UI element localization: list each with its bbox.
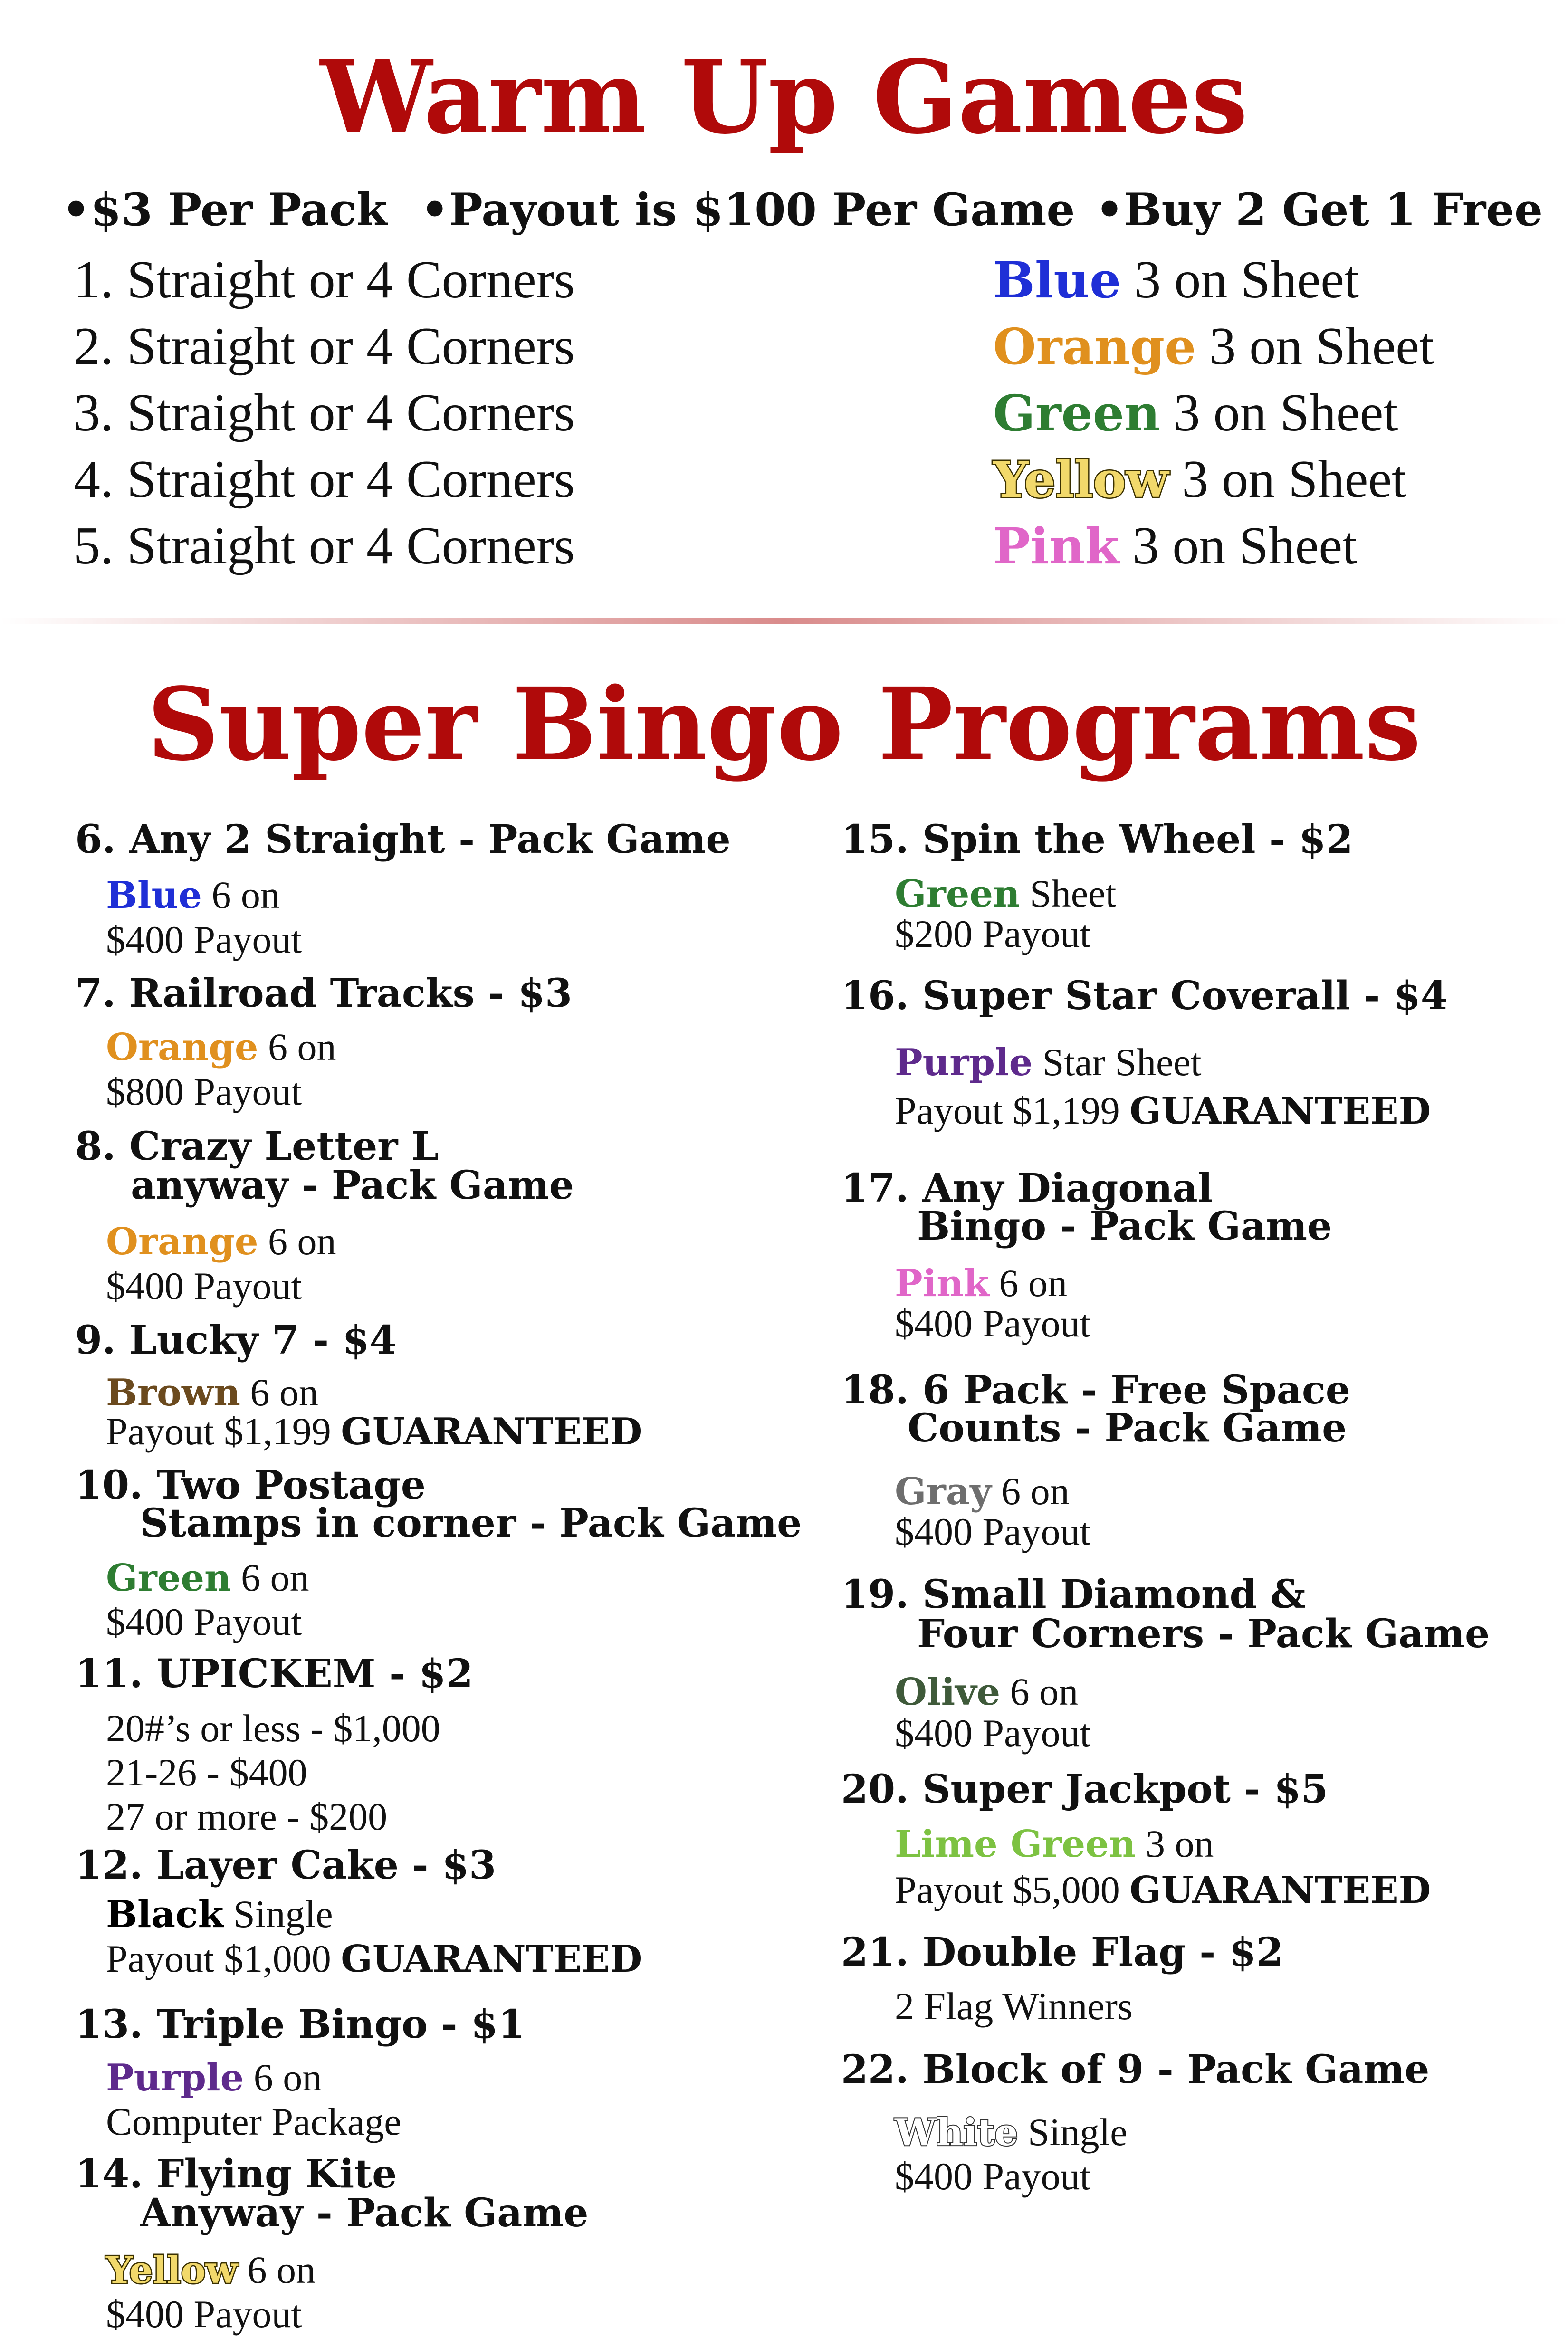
game-13-title: 13. Triple Bingo - $1 — [75, 2002, 526, 2047]
game-6-card — [106, 873, 280, 917]
game-11-title: 11. UPICKEM - $2 — [75, 1651, 473, 1697]
game-17-payout: $400 Payout — [895, 1302, 1091, 1345]
buy-2-get-1-free: •Buy 2 Get 1 Free — [1095, 184, 1543, 236]
game-22-card — [895, 2110, 1128, 2154]
warm-color-4-word: Yellow — [993, 450, 1169, 509]
game-12-payout — [106, 1937, 642, 1981]
super-bingo-title: Super Bingo Programs — [147, 666, 1421, 783]
game-13-color: Purple — [106, 2056, 244, 2100]
game-13-cards: 6 on — [253, 2056, 322, 2099]
game-17-title-line2: Bingo - Pack Game — [917, 1203, 1332, 1249]
game-14-cards: 6 on — [247, 2248, 316, 2291]
game-17-card — [895, 1261, 1068, 1305]
game-18-title-line2: Counts - Pack Game — [908, 1405, 1347, 1451]
game-13-card — [106, 2056, 322, 2100]
game-8-payout: $400 Payout — [106, 1264, 302, 1308]
game-12-card — [106, 1892, 333, 1936]
game-15-color: Green — [895, 872, 1020, 916]
game-16-payout-amount: Payout $1,199 — [895, 1089, 1120, 1132]
game-20-cards: 3 on — [1145, 1822, 1214, 1865]
warm-color-2 — [993, 317, 1434, 376]
section-divider — [0, 618, 1568, 624]
game-10-payout: $400 Payout — [106, 1600, 302, 1643]
game-15-card — [895, 872, 1117, 916]
game-16-title: 16. Super Star Coverall - $4 — [841, 973, 1448, 1019]
game-20-color: Lime Green — [895, 1823, 1136, 1866]
game-11-line3: 27 or more - $200 — [106, 1795, 388, 1838]
warm-color-5-rest: 3 on Sheet — [1132, 516, 1358, 575]
warm-color-5-word: Pink — [993, 517, 1119, 575]
warm-color-3 — [993, 383, 1398, 442]
game-21-winners: 2 Flag Winners — [895, 1985, 1133, 2028]
warm-game-2: 2. Straight or 4 Corners — [74, 317, 575, 376]
warm-color-1-rest: 3 on Sheet — [1134, 250, 1359, 309]
game-10-cards: 6 on — [241, 1556, 309, 1599]
game-18-title: 18. 6 Pack - Free Space — [841, 1367, 1350, 1413]
game-14-title-line2: Anyway - Pack Game — [140, 2190, 589, 2236]
game-10-title: 10. Two Postage — [75, 1462, 426, 1508]
game-9-guaranteed: GUARANTEED — [341, 1410, 642, 1453]
game-20-payout-amount: Payout $5,000 — [895, 1868, 1120, 1911]
game-22-payout: $400 Payout — [895, 2155, 1091, 2198]
game-9-payout-amount: Payout $1,199 — [106, 1410, 331, 1453]
game-9-cards: 6 on — [250, 1371, 318, 1414]
game-16-payout — [895, 1089, 1431, 1133]
game-16-card — [895, 1040, 1202, 1084]
game-19-payout: $400 Payout — [895, 1711, 1091, 1755]
warm-color-5 — [993, 516, 1358, 575]
game-9-title: 9. Lucky 7 - $4 — [75, 1317, 397, 1363]
game-16-sheet: Star Sheet — [1042, 1040, 1202, 1084]
warm-color-4-rest: 3 on Sheet — [1182, 450, 1407, 509]
game-14-payout: $400 Payout — [106, 2292, 302, 2336]
game-6-cards: 6 on — [211, 873, 280, 916]
game-17-title: 17. Any Diagonal — [841, 1165, 1213, 1211]
game-19-title-line2: Four Corners - Pack Game — [917, 1611, 1490, 1657]
game-9-color: Brown — [106, 1371, 240, 1414]
game-18-card — [895, 1472, 1070, 1511]
game-7-payout: $800 Payout — [106, 1070, 302, 1113]
warm-color-2-word: Orange — [993, 317, 1196, 376]
game-12-cards: Single — [233, 1892, 333, 1936]
warm-color-2-rest: 3 on Sheet — [1209, 317, 1434, 376]
warm-up-title: Warm Up Games — [320, 38, 1248, 156]
game-15-sheet: Sheet — [1030, 872, 1117, 915]
game-18-cards: 6 on — [1001, 1470, 1070, 1513]
game-7-color: Orange — [106, 1026, 258, 1069]
warm-color-3-rest: 3 on Sheet — [1173, 383, 1398, 442]
game-12-color: Black — [106, 1893, 224, 1936]
game-16-color: Purple — [895, 1041, 1033, 1084]
game-10-title-line2: Stamps in corner - Pack Game — [140, 1500, 802, 1546]
game-10-color: Green — [106, 1556, 231, 1600]
warm-color-1-word: Blue — [993, 251, 1121, 309]
game-20-card — [895, 1822, 1214, 1866]
game-7-card — [106, 1025, 336, 1069]
warm-game-3: 3. Straight or 4 Corners — [74, 383, 575, 442]
game-22-title: 22. Block of 9 - Pack Game — [841, 2047, 1430, 2092]
warm-color-4 — [993, 450, 1407, 509]
warm-game-4: 4. Straight or 4 Corners — [74, 450, 575, 509]
game-17-color: Pink — [895, 1262, 990, 1305]
game-14-title: 14. Flying Kite — [75, 2151, 397, 2197]
game-6-title: 6. Any 2 Straight - Pack Game — [75, 817, 731, 862]
game-17-cards: 6 on — [999, 1261, 1068, 1305]
game-19-color: Olive — [895, 1670, 1001, 1714]
game-22-color: White — [895, 2111, 1018, 2154]
payout-per-game: •Payout is $100 Per Game — [421, 184, 1075, 236]
warm-game-1: 1. Straight or 4 Corners — [74, 250, 575, 309]
game-9-payout — [106, 1412, 642, 1451]
game-15-title: 15. Spin the Wheel - $2 — [841, 817, 1353, 862]
game-12-title: 12. Layer Cake - $3 — [75, 1842, 497, 1888]
game-18-color: Gray — [895, 1470, 992, 1513]
game-10-card — [106, 1556, 309, 1600]
game-22-cards: Single — [1028, 2110, 1128, 2154]
game-18-payout: $400 Payout — [895, 1510, 1091, 1553]
game-19-cards: 6 on — [1010, 1670, 1079, 1713]
game-8-card — [106, 1222, 336, 1261]
game-14-card — [106, 2248, 316, 2292]
game-8-cards: 6 on — [268, 1220, 336, 1263]
game-21-title: 21. Double Flag - $2 — [841, 1929, 1283, 1975]
game-8-color: Orange — [106, 1220, 258, 1263]
price-per-pack: •$3 Per Pack — [62, 184, 388, 236]
game-16-guaranteed: GUARANTEED — [1129, 1089, 1431, 1133]
game-14-color: Yellow — [106, 2249, 238, 2292]
game-20-payout — [895, 1868, 1431, 1912]
game-15-payout: $200 Payout — [895, 912, 1091, 955]
game-9-card — [106, 1373, 318, 1412]
game-8-title-line2: anyway - Pack Game — [131, 1163, 574, 1208]
game-12-payout-amount: Payout $1,000 — [106, 1937, 331, 1980]
game-11-line1: 20#’s or less - $1,000 — [106, 1707, 440, 1750]
warm-game-5: 5. Straight or 4 Corners — [74, 516, 575, 575]
warm-color-1 — [993, 250, 1359, 309]
game-8-title: 8. Crazy Letter L — [75, 1124, 439, 1169]
game-7-title: 7. Railroad Tracks - $3 — [75, 971, 573, 1016]
game-19-title: 19. Small Diamond & — [841, 1572, 1306, 1617]
game-6-color: Blue — [106, 874, 202, 917]
game-12-guaranteed: GUARANTEED — [341, 1938, 642, 1981]
game-6-payout: $400 Payout — [106, 918, 302, 961]
game-13-package: Computer Package — [106, 2100, 402, 2143]
warm-color-3-word: Green — [993, 384, 1160, 442]
game-11-line2: 21-26 - $400 — [106, 1751, 307, 1794]
game-20-guaranteed: GUARANTEED — [1129, 1869, 1431, 1912]
game-19-card — [895, 1670, 1079, 1714]
game-20-title: 20. Super Jackpot - $5 — [841, 1766, 1329, 1812]
game-7-cards: 6 on — [268, 1025, 336, 1069]
